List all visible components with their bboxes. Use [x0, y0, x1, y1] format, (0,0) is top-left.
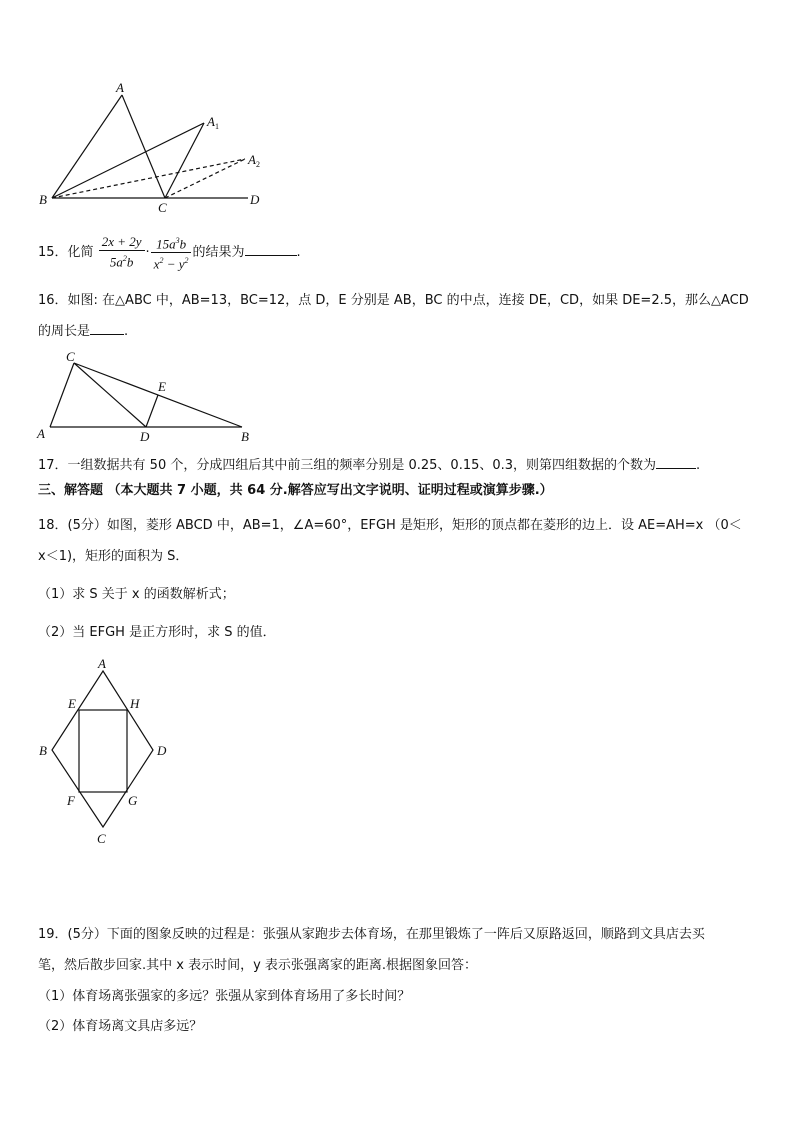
label-C: C	[97, 831, 106, 846]
label-A: A	[98, 656, 106, 671]
figure-q16-triangle	[30, 348, 260, 446]
q15-frac2-numerator: $15a^3b$	[151, 233, 192, 253]
q16-answer-blank	[90, 322, 124, 335]
q15-end: .	[296, 245, 301, 260]
dashed-BA2	[52, 159, 245, 198]
label-A1: $A_1$	[207, 114, 219, 131]
label-D: D	[157, 743, 167, 758]
label-H: H	[130, 696, 140, 711]
question-18-line-2: x＜1)，矩形的面积为 S．	[38, 549, 189, 564]
label-A2: $A_2$	[248, 152, 260, 169]
label-F: F	[67, 793, 75, 808]
q15-tail: 的结果为	[192, 245, 245, 260]
q15-frac1-numerator: 2x + 2y	[99, 234, 145, 251]
label-C: C	[66, 349, 75, 364]
question-19-part-1: （1）体育场离张强家的多远？张强从家到体育场用了多长时间？	[38, 989, 411, 1004]
label-B: B	[39, 743, 47, 758]
figure-q14-triangles	[30, 78, 280, 213]
question-18-part-2: （2）当 EFGH 是正方形时，求 S 的值．	[38, 625, 276, 640]
label-D: D	[140, 429, 150, 444]
label-B: B	[241, 429, 249, 444]
question-16-line-1: 16．如图: 在△ABC 中，AB=13，BC=12，点 D，E 分别是 AB，BC 的中点，连接 DE，CD，如果 DE=2.5，那么△ACD	[38, 293, 749, 308]
q15-frac2-denominator: $x^2 - y^2$	[153, 256, 189, 272]
question-19-line-1: 19．(5分）下面的图象反映的过程是：张强从家跑步去体育场，在那里锻炼了一阵后又原路返回，顺路到文具店去买	[38, 927, 705, 942]
label-A: A	[37, 426, 45, 441]
label-E: E	[68, 696, 76, 711]
label-C: C	[158, 200, 167, 213]
question-15	[38, 232, 301, 274]
q15-fraction-1	[99, 234, 145, 270]
rectangle-EFGH	[79, 710, 127, 792]
question-17: 17．一组数据共有 50 个，分成四组后其中前三组的频率分别是 0.25、0.15、0.3，则第四组数据的个数为 .	[38, 458, 701, 473]
question-18-line-1: 18．(5分）如图，菱形 ABCD 中，AB=1，∠A=60°，EFGH 是矩形，矩形的顶点都在菱形的边上．设 AE=AH=x （0＜	[38, 518, 742, 533]
question-19-part-2: （2）体育场离文具店多远？	[38, 1019, 203, 1034]
q15-lead: 化简	[67, 245, 94, 260]
q15-number: 15．	[38, 245, 68, 260]
label-G: G	[128, 793, 138, 808]
segment-AB	[52, 95, 122, 198]
dashed-CA2	[165, 159, 245, 198]
question-16-line-2: 的周长是 .	[38, 324, 129, 339]
label-E: E	[158, 379, 166, 394]
segment-A1C	[165, 123, 204, 198]
label-A: A	[116, 80, 124, 95]
section-3-heading: 三、解答题 （本大题共 7 小题，共 64 分.解答应写出文字说明、证明过程或演算步骤.）	[38, 483, 553, 498]
segment-CD	[74, 363, 146, 427]
q17-answer-blank	[656, 456, 696, 469]
label-B: B	[39, 192, 47, 207]
label-D: D	[250, 192, 260, 207]
q15-answer-blank	[245, 243, 297, 256]
figure-q18-rhombus	[30, 655, 180, 850]
question-18-part-1: （1）求 S 关于 x 的函数解析式；	[38, 587, 235, 602]
segment-AC	[50, 363, 74, 427]
segment-DE	[146, 395, 158, 427]
question-19-line-2: 笔，然后散步回家.其中 x 表示时间，y 表示张强离家的距离.根据图象回答：	[38, 958, 478, 973]
q15-frac1-denominator: $5a^2b$	[109, 254, 134, 270]
q15-fraction-2	[151, 233, 192, 273]
segment-BA1	[52, 123, 204, 198]
q15-dot: ·	[145, 245, 150, 260]
